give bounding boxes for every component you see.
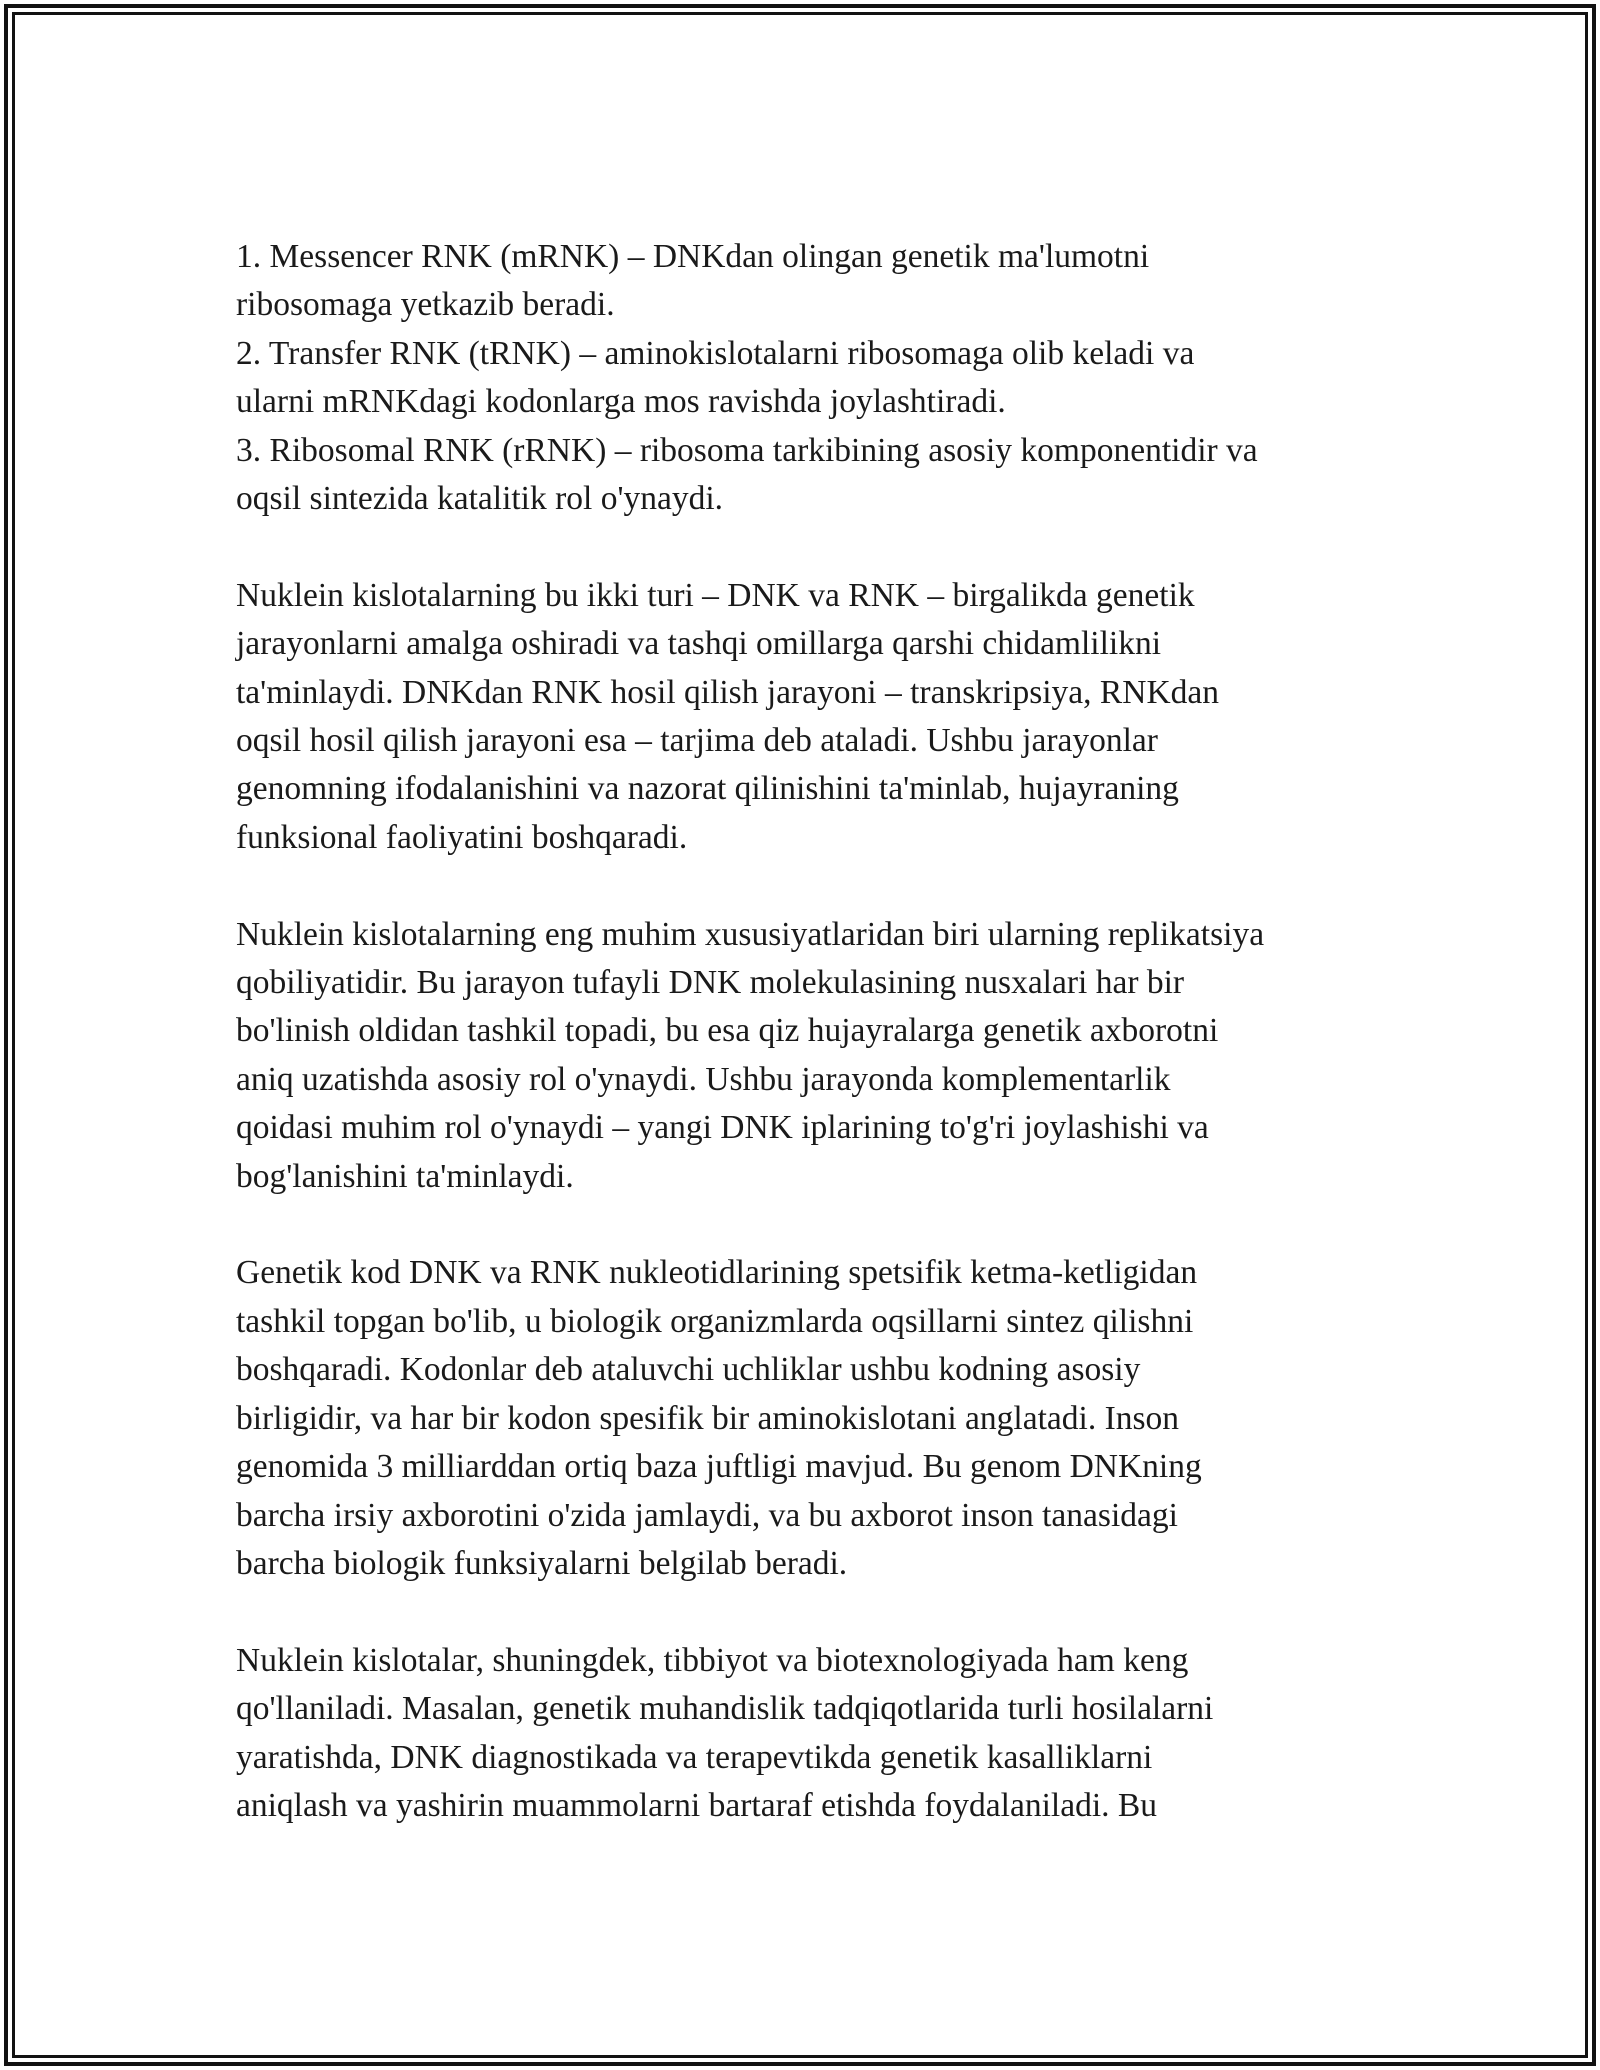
list-item-mrna <box>236 233 1386 330</box>
text-line: Genetik kod DNK va RNK nukleotidlarining spetsifik ketma-ketligidan <box>236 1254 1198 1292</box>
paragraph-dna-rna-processes <box>236 572 1386 862</box>
paragraph-genetic-code <box>236 1249 1386 1588</box>
document-body <box>236 233 1386 1879</box>
text-line: barcha irsiy axborotini o'zida jamlaydi, va bu axborot inson tanasidagi <box>236 1496 1178 1534</box>
text-line: oqsil sintezida katalitik rol o'ynaydi. <box>236 480 724 518</box>
paragraph-applications <box>236 1637 1386 1831</box>
text-line: Nuklein kislotalarning bu ikki turi – DNK va RNK – birgalikda genetik <box>236 576 1195 614</box>
text-line: birligidir, va har bir kodon spesifik bir aminokislotani anglatadi. Inson <box>236 1399 1180 1437</box>
text-line: aniq uzatishda asosiy rol o'ynaydi. Ushbu jarayonda komplementarlik <box>236 1060 1171 1098</box>
text-line: 3. Ribosomal RNK (rRNK) – ribosoma tarkibining asosiy komponentidir va <box>236 431 1258 469</box>
text-line: Nuklein kislotalar, shuningdek, tibbiyot va biotexnologiyada ham keng <box>236 1641 1189 1679</box>
text-line: funksional faoliyatini boshqaradi. <box>236 818 688 856</box>
text-line: ribosomaga yetkazib beradi. <box>236 286 615 324</box>
text-line: yaratishda, DNK diagnostikada va terapevtikda genetik kasalliklarni <box>236 1738 1153 1776</box>
text-line: tashkil topgan bo'lib, u biologik organizmlarda oqsillarni sintez qilishni <box>236 1302 1194 1340</box>
text-line: qoidasi muhim rol o'ynaydi – yangi DNK iplarining to'g'ri joylashishi va <box>236 1109 1209 1147</box>
text-line: qo'llaniladi. Masalan, genetik muhandislik tadqiqotlarida turli hosilalarni <box>236 1690 1214 1728</box>
text-line: qobiliyatidir. Bu jarayon tufayli DNK molekulasining nusxalari har bir <box>236 964 1185 1002</box>
text-line: bog'lanishini ta'minlaydi. <box>236 1157 574 1195</box>
text-line: 1. Messencer RNK (mRNK) – DNKdan olingan genetik ma'lumotni <box>236 238 1150 275</box>
list-item-trna <box>236 330 1386 427</box>
text-line: aniqlash va yashirin muammolarni bartaraf etishda foydalaniladi. Bu <box>236 1786 1157 1824</box>
text-line: Nuklein kislotalarning eng muhim xususiyatlaridan biri ularning replikatsiya <box>236 915 1265 953</box>
list-item-rrna <box>236 427 1386 524</box>
rna-types-list <box>236 233 1386 523</box>
text-line: barcha biologik funksiyalarni belgilab beradi. <box>236 1544 848 1582</box>
text-line: boshqaradi. Kodonlar deb ataluvchi uchliklar ushbu kodning asosiy <box>236 1351 1141 1389</box>
text-line: bo'linish oldidan tashkil topadi, bu esa qiz hujayralarga genetik axborotni <box>236 1012 1219 1050</box>
text-line: genomning ifodalanishini va nazorat qilinishini ta'minlab, hujayraning <box>236 770 1179 808</box>
text-line: oqsil hosil qilish jarayoni esa – tarjima deb ataladi. Ushbu jarayonlar <box>236 722 1158 760</box>
text-line: jarayonlarni amalga oshiradi va tashqi omillarga qarshi chidamlilikni <box>236 625 1162 663</box>
text-line: ularni mRNKdagi kodonlarga mos ravishda joylashtiradi. <box>236 383 1006 421</box>
text-line: 2. Transfer RNK (tRNK) – aminokislotalarni ribosomaga olib keladi va <box>236 334 1195 372</box>
text-line: genomida 3 milliarddan ortiq baza juftligi mavjud. Bu genom DNKning <box>236 1448 1202 1486</box>
paragraph-replication <box>236 911 1386 1201</box>
text-line: ta'minlaydi. DNKdan RNK hosil qilish jarayoni – transkripsiya, RNKdan <box>236 673 1219 711</box>
